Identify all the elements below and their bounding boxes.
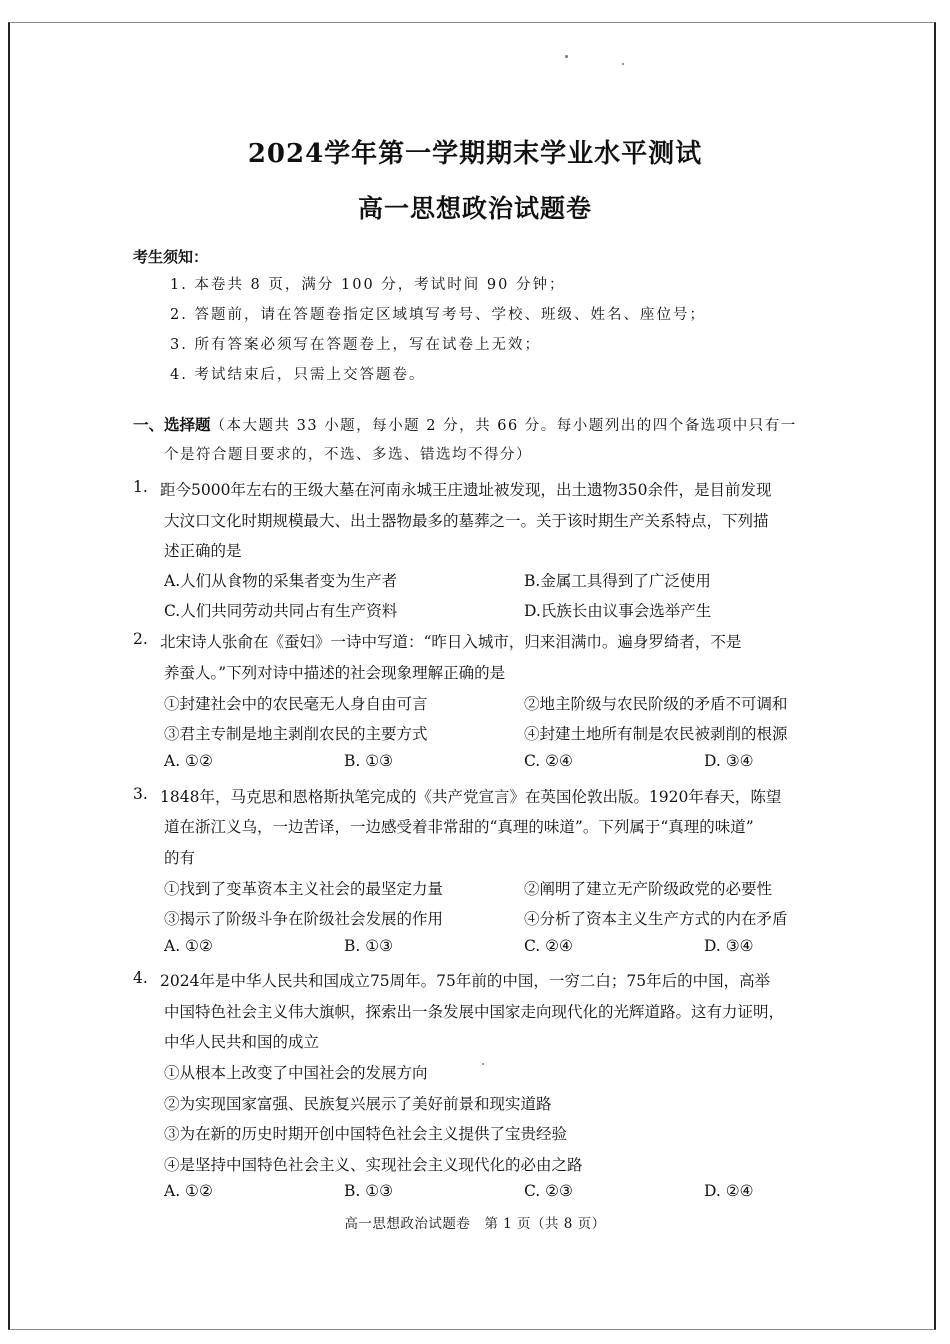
question-stem: 道在浙江义乌，一边苦译，一边感受着非常甜的“真理的味道”。下列属于“真理的味道”: [164, 818, 754, 836]
option-b: B. ①③: [344, 1182, 394, 1200]
notice-item: 4. 考试结束后，只需上交答题卷。: [170, 367, 426, 383]
statement: ②为实现国家富强、民族复兴展示了美好前景和现实道路: [164, 1095, 552, 1113]
statement: ④封建土地所有制是农民被剥削的根源: [524, 725, 788, 743]
statement: ④是坚持中国特色社会主义、实现社会主义现代化的必由之路: [164, 1156, 583, 1174]
statement: ②阐明了建立无产阶级政党的必要性: [524, 880, 773, 898]
notice-heading: 考生须知：: [133, 248, 209, 266]
notice-item: 3. 所有答案必须写在答题卷上，写在试卷上无效；: [170, 337, 541, 353]
scan-speck: [565, 55, 568, 58]
question-stem: 中国特色社会主义伟大旗帜，探索出一条发展中国家走向现代化的光辉道路。这有力证明，: [164, 1003, 785, 1021]
question-number: 1.: [133, 478, 148, 496]
statement: ①找到了变革资本主义社会的最坚定力量: [164, 880, 444, 898]
question-stem: 大汶口文化时期规模最大、出土器物最多的墓葬之一。关于该时期生产关系特点，下列描: [164, 512, 769, 530]
option-a: A. ①②: [164, 937, 213, 955]
question-stem: 的有: [164, 849, 196, 867]
question-stem: 距今5000年左右的王级大墓在河南永城王庄遗址被发现，出土遗物350余件，是目前发现: [160, 481, 772, 499]
question-stem: 养蚕人。”下列对诗中描述的社会现象理解正确的是: [164, 664, 506, 682]
option-a: A. ①②: [164, 1182, 213, 1200]
section-description: （本大题共 33 小题，每小题 2 分，共 66 分。每小题列出的四个备选项中只有一: [210, 418, 797, 434]
statement: ②地主阶级与农民阶级的矛盾不可调和: [524, 695, 788, 713]
question-stem: 中华人民共和国的成立: [164, 1033, 320, 1051]
exam-title: 2024学年第一学期期末学业水平测试: [247, 139, 703, 169]
notice-item: 2. 答题前，请在答题卷指定区域填写考号、学校、班级、姓名、座位号；: [170, 307, 706, 323]
section-heading: [133, 413, 797, 435]
question-stem: 2024年是中华人民共和国成立75周年。75年前的中国，一穷二白；75年后的中国，高举: [160, 972, 771, 990]
page-footer: 高一思想政治试题卷 第 1 页（共 8 页）: [344, 1216, 606, 1232]
question-stem: 北宋诗人张俞在《蚕妇》一诗中写道：“昨日入城市，归来泪满巾。遍身罗绮者，不是: [160, 633, 742, 651]
option-c: C. ②④: [524, 937, 573, 955]
question-stem: 1848年，马克思和恩格斯执笔完成的《共产党宣言》在英国伦敦出版。1920年春天，陈望: [160, 788, 782, 806]
option-c: C.人们共同劳动共同占有生产资料: [164, 602, 398, 620]
statement: ③君主专制是地主剥削农民的主要方式: [164, 725, 428, 743]
option-d: D. ③④: [704, 752, 754, 770]
section-label: 一、选择题: [133, 415, 211, 434]
option-c: C. ②④: [524, 752, 573, 770]
statement: ①从根本上改变了中国社会的发展方向: [164, 1064, 428, 1082]
option-b: B. ①③: [344, 937, 394, 955]
scan-speck: [622, 63, 624, 65]
notice-item: 1. 本卷共 8 页，满分 100 分，考试时间 90 分钟；: [170, 277, 566, 293]
option-a: A.人们从食物的采集者变为生产者: [164, 572, 398, 590]
exam-subtitle: 高一思想政治试题卷: [357, 194, 592, 223]
statement: ④分析了资本主义生产方式的内在矛盾: [524, 910, 788, 928]
option-b: B. ①③: [344, 752, 394, 770]
option-d: D. ②④: [704, 1182, 754, 1200]
option-d: D.氏族长由议事会选举产生: [524, 602, 712, 620]
question-number: 4.: [133, 969, 148, 987]
question-stem: 述正确的是: [164, 542, 242, 560]
option-d: D. ③④: [704, 937, 754, 955]
question-number: 3.: [133, 785, 148, 803]
question-number: 2.: [133, 630, 148, 648]
statement: ①封建社会中的农民毫无人身自由可言: [164, 695, 428, 713]
statement: ③为在新的历史时期开创中国特色社会主义提供了宝贵经验: [164, 1125, 568, 1143]
section-description: 个是符合题目要求的，不选、多选、错选均不得分）: [164, 447, 532, 463]
option-a: A. ①②: [164, 752, 213, 770]
statement: ③揭示了阶级斗争在阶级社会发展的作用: [164, 910, 444, 928]
option-c: C. ②③: [524, 1182, 573, 1200]
scan-speck: [482, 1063, 484, 1065]
option-b: B.金属工具得到了广泛使用: [524, 572, 711, 590]
